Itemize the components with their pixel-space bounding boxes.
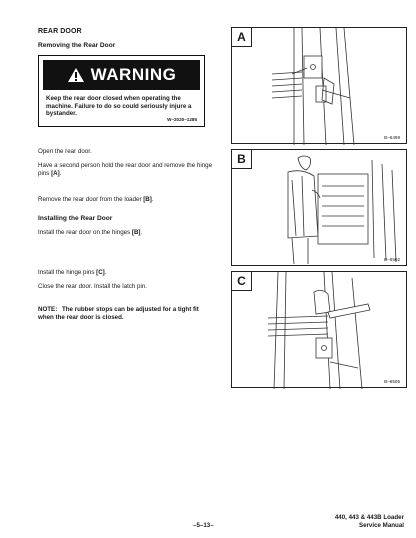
ref-a: [A] bbox=[51, 170, 60, 177]
section-heading: REAR DOOR bbox=[38, 28, 82, 35]
page-number: –5–13– bbox=[193, 522, 214, 529]
step-install: Install the rear door on the hinges [B]. bbox=[38, 229, 143, 236]
step-close: Close the rear door. Install the latch pin. bbox=[38, 283, 148, 290]
figure-b-illustration bbox=[232, 150, 408, 267]
warning-box bbox=[38, 55, 205, 127]
warning-banner bbox=[43, 60, 200, 90]
warning-triangle-icon bbox=[67, 67, 85, 83]
figure-b-letter: B bbox=[232, 150, 252, 169]
ref-c: [C] bbox=[96, 269, 105, 276]
figure-a-code: B–6499 bbox=[384, 135, 400, 140]
subheading-installing: Installing the Rear Door bbox=[38, 215, 113, 222]
figure-b bbox=[231, 149, 407, 266]
figure-c-code: B–6505 bbox=[384, 379, 400, 384]
ref-b: [B] bbox=[143, 196, 152, 203]
figure-a bbox=[231, 27, 407, 144]
figure-b-code: B–6502 bbox=[384, 257, 400, 262]
note-text: The rubber stops can be adjusted for a tight fit when the rear door is closed. bbox=[38, 306, 199, 321]
figure-c-illustration bbox=[232, 272, 408, 389]
warning-text: Keep the rear door closed when operating the machine. Failure to do so could seriously injure a bystander. bbox=[46, 95, 192, 118]
note-label: NOTE: bbox=[38, 306, 58, 313]
step-hinge: Install the hinge pins [C]. bbox=[38, 269, 107, 276]
figure-a-illustration bbox=[232, 28, 408, 145]
warning-code: W–2020–1285 bbox=[167, 117, 197, 122]
figure-c-letter: C bbox=[232, 272, 252, 291]
figure-c bbox=[231, 271, 407, 388]
step-remove: Remove the rear door from the loader [B]. bbox=[38, 196, 154, 203]
ref-b-install: [B] bbox=[131, 229, 141, 236]
subheading-removing: Removing the Rear Door bbox=[38, 42, 116, 49]
step-open: Open the rear door. bbox=[38, 148, 92, 155]
figure-a-letter: A bbox=[232, 28, 252, 47]
warning-title: WARNING bbox=[90, 65, 177, 84]
step-second-person: Have a second person hold the rear door and remove the hinge pins [A]. bbox=[38, 162, 213, 177]
manual-title: 440, 443 & 443B Loader Service Manual bbox=[334, 514, 404, 529]
note bbox=[38, 306, 213, 322]
